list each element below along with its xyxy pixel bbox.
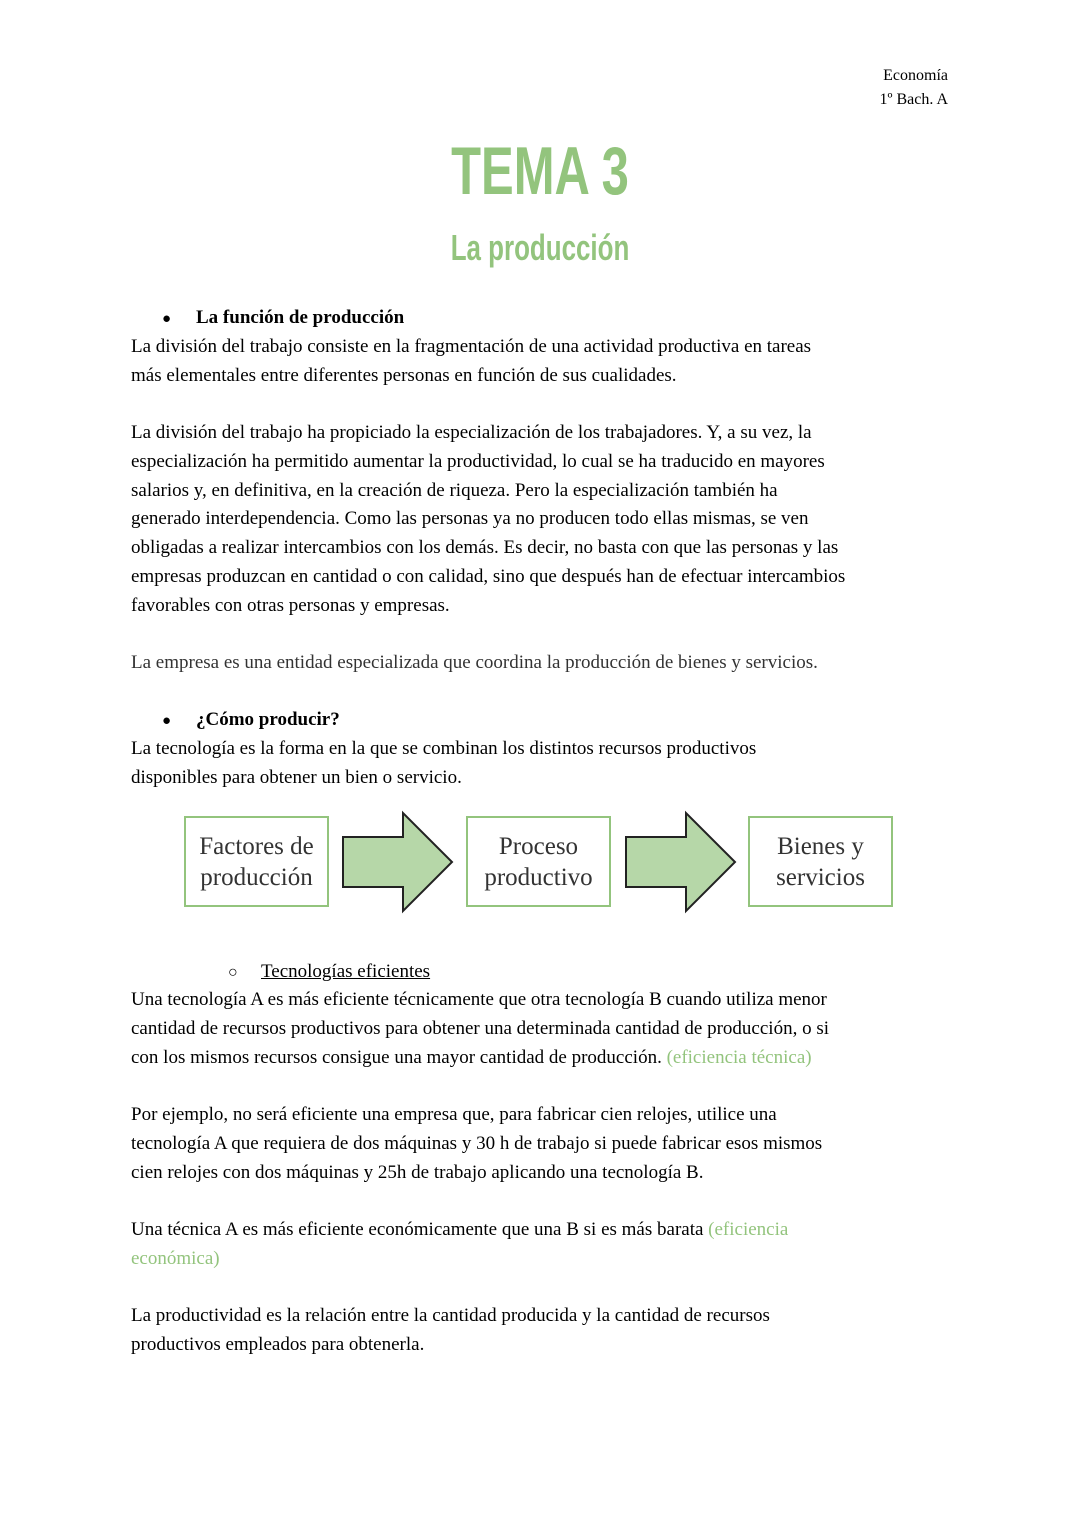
heading-text: La función de producción — [196, 307, 405, 328]
paragraph-tecnologia — [131, 735, 971, 793]
line: especialización ha permitido aumentar la productividad, lo cual se ha traducido en mayores — [131, 450, 825, 472]
line: productivos empleados para obtenerla. — [131, 1333, 425, 1355]
circle-bullet-icon: ○ — [228, 964, 238, 981]
note-eficiencia-economica: económica) — [131, 1247, 220, 1269]
box-line: Factores de — [199, 832, 314, 860]
page-subtitle: La producción — [450, 227, 630, 268]
line: La productividad es la relación entre la cantidad producida y la cantidad de recursos — [131, 1305, 770, 1326]
line: con los mismos recursos consigue una mayor cantidad de producción. — [131, 1046, 662, 1068]
line: Una tecnología A es más eficiente técnicamente que otra tecnología B cuando utiliza menor — [131, 989, 827, 1010]
line: La división del trabajo ha propiciado la especialización de los trabajadores. Y, a su vez, la — [131, 422, 812, 443]
paragraph-eficiencia-tecnica — [131, 986, 971, 1072]
subheading-text: Tecnologías eficientes — [261, 961, 431, 982]
box-line: producción — [200, 863, 313, 891]
diagram-box-factores — [184, 816, 329, 907]
bullet-icon: ● — [162, 713, 172, 729]
diagram-box-proceso — [466, 816, 611, 907]
line: Una técnica A es más eficiente económicamente que una B si es más barata — [131, 1219, 704, 1240]
box-line: servicios — [776, 863, 865, 891]
line: generado interdependencia. Como las personas ya no producen todo ellas mismas, se ven — [131, 508, 809, 530]
box-line: Proceso — [498, 832, 579, 860]
line: La división del trabajo consiste en la fragmentación de una actividad productiva en tareas — [131, 336, 812, 357]
paragraph-empresa — [131, 649, 971, 678]
box-line: productivo — [484, 863, 593, 891]
line: disponibles para obtener un bien o servicio. — [131, 766, 462, 788]
page-title: TEMA 3 — [451, 133, 629, 209]
paragraph-productividad — [131, 1302, 971, 1360]
subject-label: Economía — [883, 67, 948, 84]
note-eficiencia-tecnica: (eficiencia técnica) — [666, 1046, 812, 1068]
box-line: Bienes y — [777, 832, 864, 860]
section-heading-como-producir — [162, 706, 340, 735]
diagram-box-bienes — [748, 816, 893, 907]
line: empresas produzcan en cantidad o con calidad, sino que después han de efectuar intercambios — [131, 565, 846, 587]
page-header — [879, 64, 948, 112]
paragraph-especializacion — [131, 419, 971, 621]
heading-text: ¿Cómo producir? — [196, 709, 340, 730]
line: cantidad de recursos productivos para obtener una determinada cantidad de producción, o si — [131, 1017, 829, 1039]
paragraph-eficiencia-economica — [131, 1216, 971, 1274]
line: salarios y, en definitiva, en la creación de riqueza. Pero la especialización también ha — [131, 479, 778, 501]
line: La empresa es una entidad especializada que coordina la producción de bienes y servicios. — [131, 652, 818, 673]
line: Por ejemplo, no será eficiente una empresa que, para fabricar cien relojes, utilice una — [131, 1104, 777, 1125]
line: más elementales entre diferentes personas en función de sus cualidades. — [131, 364, 677, 386]
paragraph-ejemplo — [131, 1101, 971, 1187]
line: favorables con otras personas y empresas. — [131, 594, 450, 616]
line: La tecnología es la forma en la que se combinan los distintos recursos productivos — [131, 738, 757, 759]
note-eficiencia-economica: (eficiencia — [708, 1219, 789, 1240]
line: obligadas a realizar intercambios con los demás. Es decir, no basta con que las personas y las — [131, 537, 839, 559]
line: tecnología A que requiera de dos máquinas y 30 h de trabajo si puede fabricar esos mismos — [131, 1132, 823, 1154]
subheading-tecnologias-eficientes — [228, 958, 430, 987]
paragraph-division — [131, 333, 971, 391]
section-heading-funcion — [162, 304, 404, 333]
arrow-icon — [623, 810, 739, 914]
course-label: 1º Bach. A — [879, 91, 948, 108]
line: cien relojes con dos máquinas y 25h de trabajo aplicando una tecnología B. — [131, 1161, 704, 1183]
bullet-icon: ● — [162, 311, 172, 327]
arrow-icon — [340, 810, 456, 914]
